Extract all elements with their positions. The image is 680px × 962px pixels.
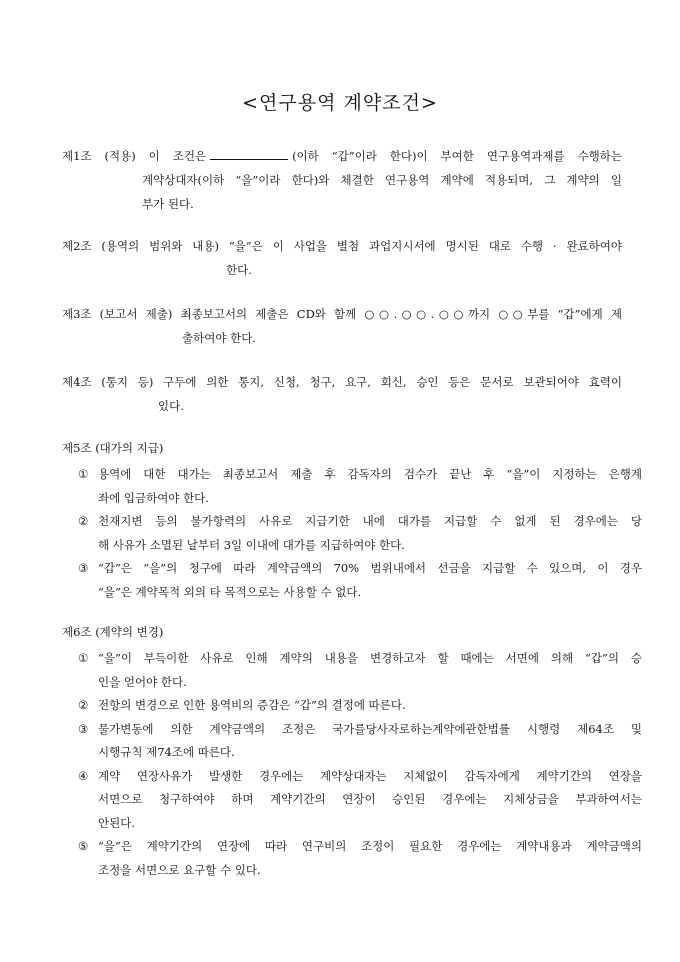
list-item — [78, 694, 642, 718]
article-5-heading: 제5조 (대가의 지급) — [62, 441, 164, 455]
item-line-2: 서면으로 청구하여야 하며 계약기간의 연장이 승인된 경우에는 지체상금을 부과하여서는 — [98, 792, 642, 806]
item-line-1: 천재지변 등의 불가항력의 사유로 지급기한 내에 대가를 지급할 수 없게 된 경우에는 당 — [98, 514, 642, 528]
article-5-items — [62, 463, 642, 604]
article-2-line-1: 제2조 (용역의 범위와 내용) “을”은 이 사업을 별첨 과업지시서에 명시된 대로 수행 · 완료하여야 — [62, 239, 622, 253]
item-line-1: “을”은 계약기간의 연장에 따라 연구비의 조정이 필요한 경우에는 계약내용과 계약금액의 — [98, 839, 642, 853]
article-3-line-2: 출하여야 한다. — [182, 331, 256, 345]
document-title: <연구용역 계약조건> — [242, 92, 438, 114]
item-line-2: 시행규칙 제74조에 따른다. — [98, 745, 235, 759]
item-line-3: 안된다. — [98, 815, 135, 830]
article-4-line-1: 제4조 (통지 등) 구두에 의한 통지, 신청, 청구, 요구, 회신, 승인 등은 문서로 보관되어야 효력이 — [62, 375, 622, 389]
article-6-items — [62, 647, 642, 882]
item-line-1: 계약 연장사유가 발생한 경우에는 계약상대자는 지체없이 감독자에게 계약기간의 연장을 — [98, 768, 642, 783]
item-line-1: 용역에 대한 대가는 최종보고서 제출 후 감독자의 검수가 끝난 후 “을”이 지정하는 은행계 — [98, 467, 642, 481]
article-3-line-1: 제3조 (보고서 제출) 최종보고서의 제출은 CD와 함께 ○○.○○.○○까지 ○○부를 “갑”에게 제 — [62, 307, 622, 321]
list-item — [78, 463, 642, 510]
blank-line — [210, 147, 288, 160]
item-number: ③ — [78, 721, 89, 736]
item-line-2: 인을 얻어야 한다. — [98, 674, 187, 689]
item-line-1: 전항의 변경으로 인한 용역비의 증감은 “갑”의 결정에 따른다. — [98, 698, 406, 712]
item-number: ① — [78, 651, 89, 665]
list-item — [78, 557, 642, 604]
article-1-rest: (이하 “갑”이라 한다)이 부여한 연구용역과제를 수행하는 — [292, 149, 623, 163]
article-1 — [62, 144, 622, 216]
item-number: ④ — [78, 768, 89, 783]
item-line-2: 조정을 서면으로 요구할 수 있다. — [98, 862, 261, 877]
article-4 — [62, 370, 622, 418]
item-number: ② — [78, 514, 89, 528]
item-number: ⑤ — [78, 839, 89, 853]
list-item — [78, 718, 642, 765]
item-line-1: “을”이 부득이한 사유로 인해 계약의 내용을 변경하고자 할 때에는 서면에 의해 “갑”의 승 — [98, 651, 642, 665]
item-line-1: 물가변동에 의한 계약금액의 조정은 국가를당사자로하는계약에관한법률 시행령 제64조 및 — [98, 721, 642, 736]
list-item — [78, 765, 642, 836]
article-2 — [62, 234, 622, 282]
article-1-label: 제1조 (적용) 이 조건은 — [62, 149, 207, 163]
item-line-2: 좌에 입금하여야 한다. — [98, 490, 209, 505]
list-item — [78, 510, 642, 557]
article-1-line-2: 계약상대자(이하 “을”이라 한다)와 체결한 연구용역 계약에 적용되며, 그 계약의 일 — [142, 173, 622, 187]
item-line-2: “을”은 계약목적 외의 타 목적으로는 사용할 수 없다. — [98, 584, 362, 599]
item-line-2: 해 사유가 소멸된 날부터 3일 이내에 대가를 지급하여야 한다. — [98, 537, 405, 552]
item-number: ① — [78, 467, 89, 481]
article-6 — [62, 620, 642, 882]
item-number: ② — [78, 698, 89, 712]
article-6-heading: 제6조 (계약의 변경) — [62, 625, 164, 639]
list-item — [78, 835, 642, 882]
item-number: ③ — [78, 561, 89, 575]
article-5 — [62, 436, 642, 604]
article-4-line-2: 있다. — [158, 399, 184, 413]
list-item — [78, 647, 642, 694]
article-1-line-3: 부가 된다. — [142, 197, 194, 211]
article-1-line-1 — [62, 144, 622, 168]
article-2-line-2: 한다. — [226, 263, 252, 277]
article-3 — [62, 302, 622, 350]
item-line-1: “갑”은 “을”의 청구에 따라 계약금액의 70% 범위내에서 선금을 지급할 수 있으며, 이 경우 — [98, 561, 642, 575]
